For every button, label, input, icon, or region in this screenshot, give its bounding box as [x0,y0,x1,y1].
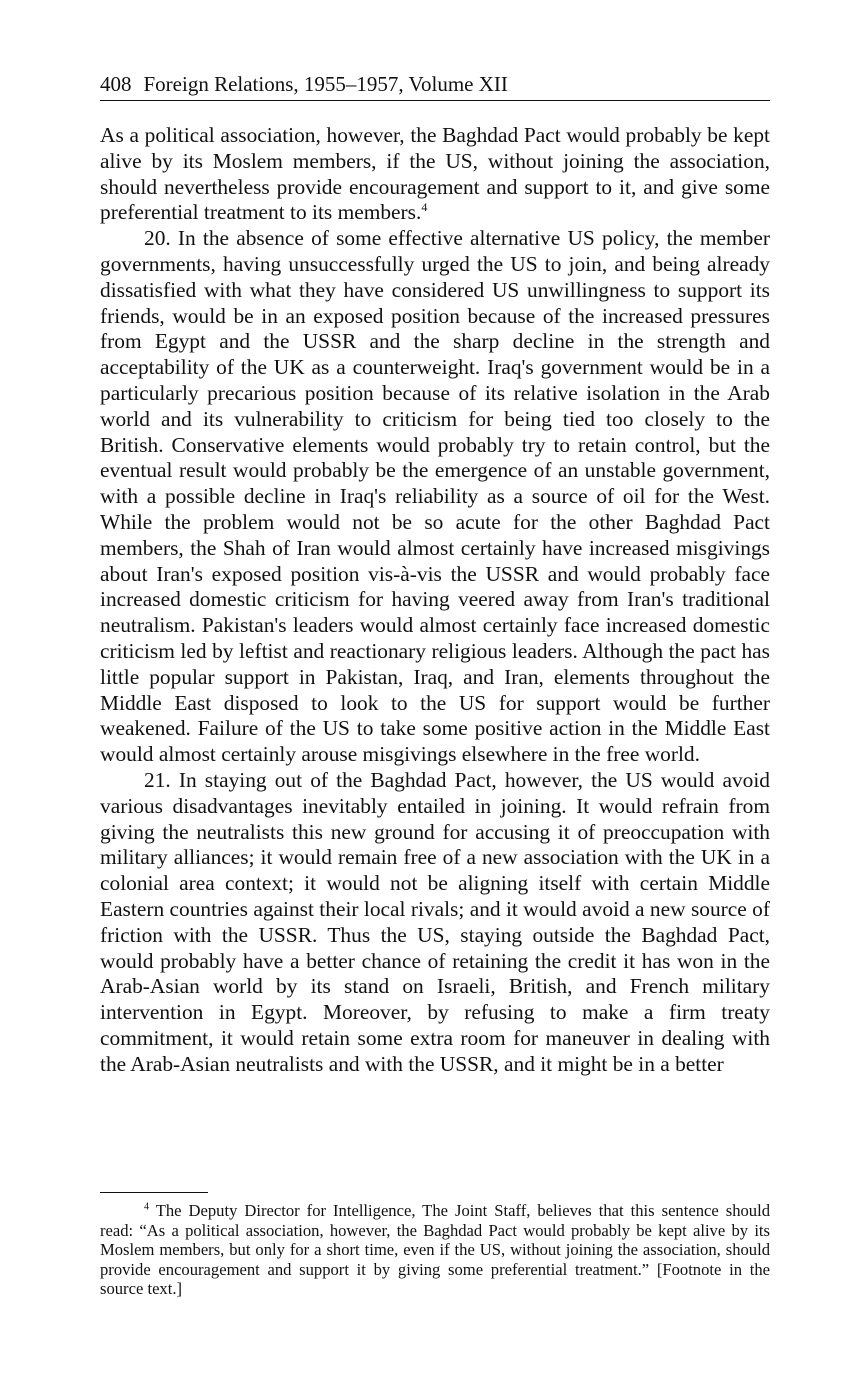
paragraph-continuation [100,123,770,226]
footnote-divider [100,1192,208,1193]
footnote [100,1201,770,1299]
footnote-number: 4 [144,1201,149,1213]
paragraph-20: 20. In the absence of some effective alternative US policy, the member governments, having unsuccessfully urged the US to join, and being already dissatisfied with what they have considered US unwillingness to support its friends, would be in an exposed position because of the increased pressures from Egypt and the USSR and the sharp decline in the strength and acceptability of the UK as a counterweight. Iraq's government would be in a particularly precarious position because of its relative isolation in the Arab world and its vulnerability to criticism for being tied too closely to the British. Conservative elements would probably try to retain control, but the eventual result would probably be the emergence of an unstable government, with a possible decline in Iraq's reliability as a source of oil for the West. While the problem would not be so acute for the other Baghdad Pact members, the Shah of Iran would almost certainly have increased misgivings about Iran's exposed position vis-à-vis the USSR and would probably face increased domestic criticism for having veered away from Iran's traditional neutralism. Pakistan's leaders would almost certainly face increased domestic criticism led by leftist and reactionary religious leaders. Although the pact has little popular support in Pakistan, Iraq, and Iran, elements throughout the Middle East disposed to look to the US for support would be further weakened. Failure of the US to take some positive action in the Middle East would almost certainly arouse misgivings elsewhere in the free world. [100,226,770,767]
footnote-text: The Deputy Director for Intelligence, The Joint Staff, believes that this sentence should read: “As a political association, however, the Baghdad Pact would probably be kept alive by its Moslem members, but only for a short time, even if the US, without joining the association, should provide encouragement and support it by giving some preferential treatment.” [Footnote in the source text.] [100,1201,770,1299]
paragraph-text: As a political association, however, the Baghdad Pact would probably be kept alive by its Moslem members, if the US, without joining the association, should nevertheless provide encouragement and support to it, and give some preferential treatment to its members. [100,123,770,225]
running-header [100,70,770,101]
body-text [100,123,770,1077]
running-header-title: Foreign Relations, 1955–1957, Volume XII [143,72,508,96]
document-page [100,70,770,1077]
page-number: 408 [100,72,132,96]
footnote-reference[interactable]: 4 [421,200,428,215]
paragraph-21: 21. In staying out of the Baghdad Pact, however, the US would avoid various disadvantages inevitably entailed in joining. It would refrain from giving the neutralists this new ground for accusing it of preoccupation with military alliances; it would remain free of a new association with the UK in a colonial area context; it would not be aligning itself with certain Middle Eastern countries against their local rivals; and it would avoid a new source of friction with the USSR. Thus the US, staying outside the Baghdad Pact, would probably have a better chance of retaining the credit it has won in the Arab-Asian world by its stand on Israeli, British, and French military intervention in Egypt. Moreover, by refusing to make a firm treaty commitment, it would retain some extra room for maneuver in dealing with the Arab-Asian neutralists and with the USSR, and it might be in a better [100,767,770,1076]
